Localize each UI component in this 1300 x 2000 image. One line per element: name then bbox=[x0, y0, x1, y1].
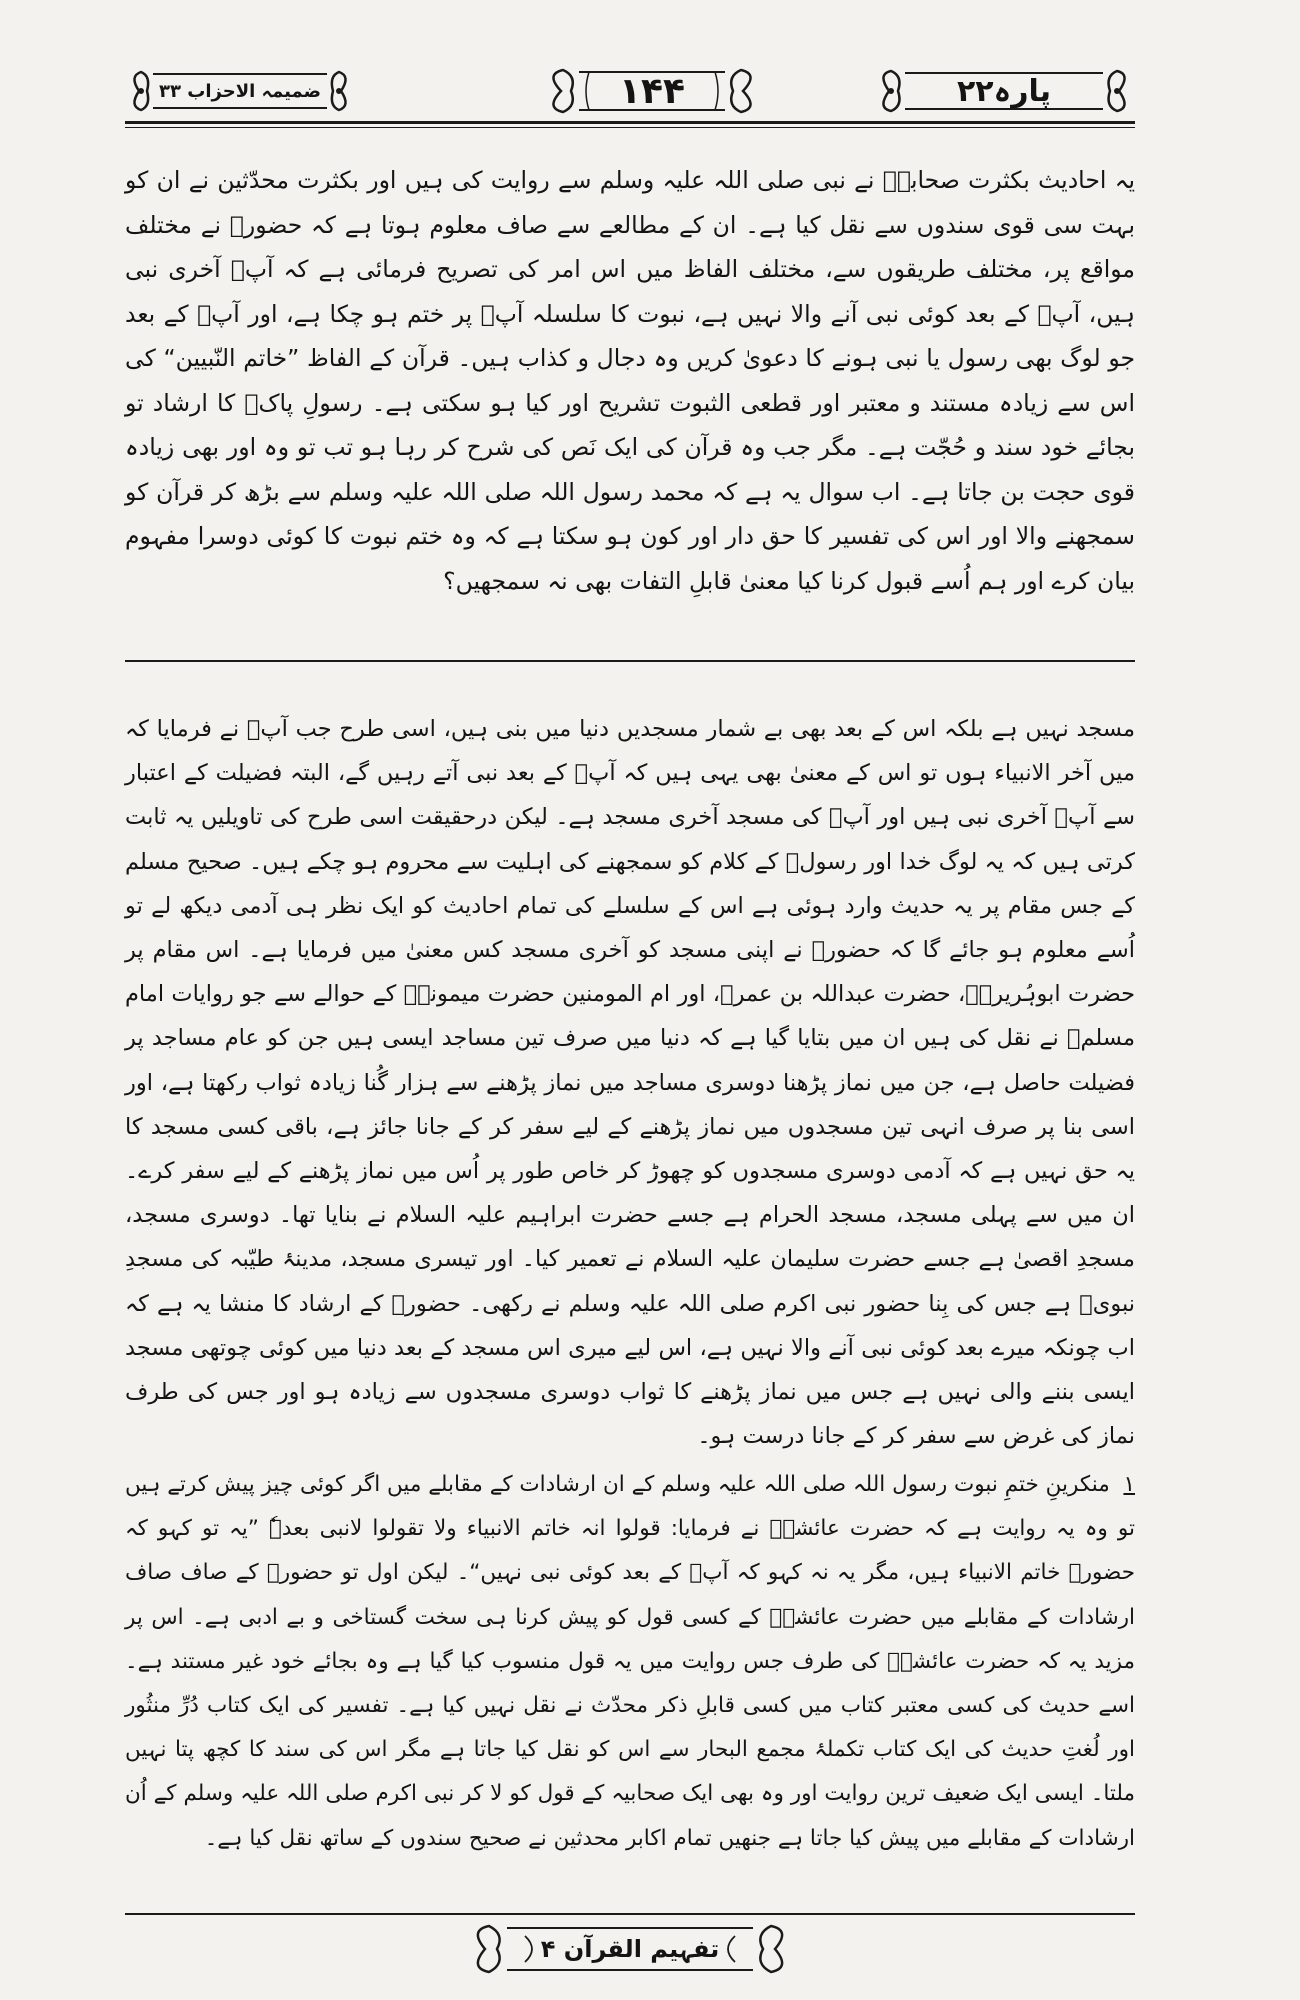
footnote-marker: ۱ bbox=[1123, 1472, 1135, 1497]
commentary-passage bbox=[125, 707, 1135, 1458]
page-number: ۱۴۴ bbox=[619, 70, 685, 112]
book-title-frame bbox=[465, 1922, 795, 1976]
para-frame bbox=[873, 66, 1135, 116]
header-rule bbox=[125, 121, 1135, 124]
surah-label: ضمیمہ الاحزاب ۳۳ bbox=[159, 80, 321, 102]
section-divider bbox=[125, 660, 1135, 662]
upper-passage-text: یہ احادیث بکثرت صحابہؓ نے نبی صلی اللہ علیہ وسلم سے روایت کی ہیں اور بکثرت محدّثین نے ان کو بہت سی قوی سندوں سے نقل کیا ہے۔ ان کے مطالعے سے صاف معلوم ہوتا ہے کہ حضورؐ نے مختلف مواقع پر، مختلف طریقوں سے، مختلف الفاظ میں اس امر کی تصریح فرمائی ہے کہ آپؐ آخری نبی ہیں، آپؐ کے بعد کوئی نبی آنے والا نہیں ہے، نبوت کا سلسلہ آپؐ پر ختم ہو چکا ہے، اور آپؐ کے بعد جو لوگ بھی رسول یا نبی ہونے کا دعویٰ کریں وہ دجال و کذاب ہیں۔ قرآن کے الفاظ ”خاتم النّبیین“ کی اس سے زیادہ مستند و معتبر اور قطعی الثبوت تشریح اور کیا ہو سکتی ہے۔ رسولِ پاکؐ کا ارشاد تو بجائے خود سند و حُجّت ہے۔ مگر جب وہ قرآن کی ایک نَص کی شرح کر رہا ہو تب تو وہ اور بھی زیادہ قوی حجت بن جاتا ہے۔ اب سوال یہ ہے کہ محمد رسول اللہ صلی اللہ علیہ وسلم سے بڑھ کر قرآن کو سمجھنے والا اور اس کی تفسیر کا حق دار اور کون ہو سکتا ہے کہ وہ ختم نبوت کا کوئی دوسرا مفہوم بیان کرے اور ہم اُسے قبول کرنا کیا معنیٰ قابلِ التفات بھی نہ سمجھیں؟ bbox=[125, 166, 1135, 595]
footnote bbox=[125, 1463, 1135, 1861]
commentary-text: مسجد نہیں ہے بلکہ اس کے بعد بھی بے شمار مسجدیں دنیا میں بنی ہیں، اسی طرح جب آپؐ نے فرمایا کہ میں آخر الانبیاء ہوں تو اس کے معنیٰ بھی یہی ہیں کہ آپؐ کے بعد نبی آتے رہیں گے، البتہ فضیلت کے اعتبار سے آپؐ آخری نبی ہیں اور آپؐ کی مسجد آخری مسجد ہے۔ لیکن درحقیقت اسی طرح کی تاویلیں یہ ثابت کرتی ہیں کہ یہ لوگ خدا اور رسولؐ کے کلام کو سمجھنے کی اہلیت سے محروم ہو چکے ہیں۔ صحیح مسلم کے جس مقام پر یہ حدیث وارد ہوئی ہے اس کے سلسلے کی تمام احادیث کو ایک نظر ہی آدمی دیکھ لے تو اُسے معلوم ہو جائے گا کہ حضورؐ نے اپنی مسجد کو آخری مسجد کس معنیٰ میں فرمایا ہے۔ اس مقام پر حضرت ابوہُریرہؓ، حضرت عبداللہ بن عمرؓ، اور ام المومنین حضرت میمونہؓ کے حوالے سے جو روایات امام مسلمؒ نے نقل کی ہیں ان میں بتایا گیا ہے کہ دنیا میں صرف تین مساجد ایسی ہیں جن کو عام مساجد پر فضیلت حاصل ہے، جن میں نماز پڑھنا دوسری مساجد میں نماز پڑھنے سے ہزار گُنا زیادہ ثواب رکھتا ہے، اور اسی بنا پر صرف انہی تین مسجدوں میں نماز پڑھنے کے لیے سفر کر کے جانا جائز ہے، باقی کسی مسجد کا یہ حق نہیں ہے کہ آدمی دوسری مسجدوں کو چھوڑ کر خاص طور پر اُس میں نماز پڑھنے کے لیے سفر کرے۔ ان میں سے پہلی مسجد، مسجد الحرام ہے جسے حضرت ابراہیم علیہ السلام نے بنایا تھا۔ دوسری مسجد، مسجدِ اقصیٰ ہے جسے حضرت سلیمان علیہ السلام نے تعمیر کیا۔ اور تیسری مسجد، مدینۂ طیّبہ کی مسجدِ نبویؐ ہے جس کی بِنا حضور نبی اکرم صلی اللہ علیہ وسلم نے رکھی۔ حضورؐ کے ارشاد کا منشا یہ ہے کہ اب چونکہ میرے بعد کوئی نبی آنے والا نہیں ہے، اس لیے میری اس مسجد کے بعد دنیا میں کوئی چوتھی مسجد ایسی بننے والی نہیں ہے جس میں نماز پڑھنے کا ثواب دوسری مسجدوں سے زیادہ ہو اور جس کی طرف نماز کی غرض سے سفر کر کے جانا درست ہو۔ bbox=[125, 716, 1135, 1450]
para-label: پارہ۲۲ bbox=[956, 73, 1051, 109]
footer-rule bbox=[125, 1913, 1135, 1915]
page-number-frame bbox=[543, 66, 761, 116]
page-header bbox=[125, 66, 1135, 120]
footnote-paragraph bbox=[125, 1463, 1135, 1861]
header-rule-thin bbox=[125, 127, 1135, 128]
book-title: تفہیم القرآن ۴ bbox=[540, 1935, 720, 1963]
surah-frame bbox=[125, 66, 355, 116]
footnote-text: منکرینِ ختمِ نبوت رسول اللہ صلی اللہ علیہ وسلم کے ان ارشادات کے مقابلے میں اگر کوئی چیز پیش کرتے ہیں تو وہ یہ روایت ہے کہ حضرت عائشہؓ نے فرمایا: قولوا انہ خاتم الانبیاء ولا تقولوا لانبی بعدہٗ ”یہ تو کہو کہ حضورؐ خاتم الانبیاء ہیں، مگر یہ نہ کہو کہ آپؐ کے بعد کوئی نبی نہیں“۔ لیکن اول تو حضورؐ کے صاف صاف ارشادات کے مقابلے میں حضرت عائشہؓ کے کسی قول کو پیش کرنا ہی سخت گستاخی و بے ادبی ہے۔ اس پر مزید یہ کہ حضرت عائشہؓ کی طرف جس روایت میں یہ قول منسوب کیا گیا ہے وہ بجائے خود غیر مستند ہے۔ اسے حدیث کی کسی معتبر کتاب میں کسی قابلِ ذکر محدّث نے نقل نہیں کیا ہے۔ تفسیر کی ایک کتاب دُرِّ منثُور اور لُغتِ حدیث کی ایک کتاب تکملۂ مجمع البحار سے اس کو نقل کیا جاتا ہے مگر اس کی سند کا کچھ پتا نہیں ملتا۔ ایسی ایک ضعیف ترین روایت اور وہ بھی ایک صحابیہ کے قول کو لا کر نبی اکرم صلی اللہ علیہ وسلم کے اُن ارشادات کے مقابلے میں پیش کیا جاتا ہے جنھیں تمام اکابر محدثین نے صحیح سندوں کے ساتھ نقل کیا ہے۔ bbox=[125, 1472, 1135, 1851]
upper-passage bbox=[125, 158, 1135, 603]
